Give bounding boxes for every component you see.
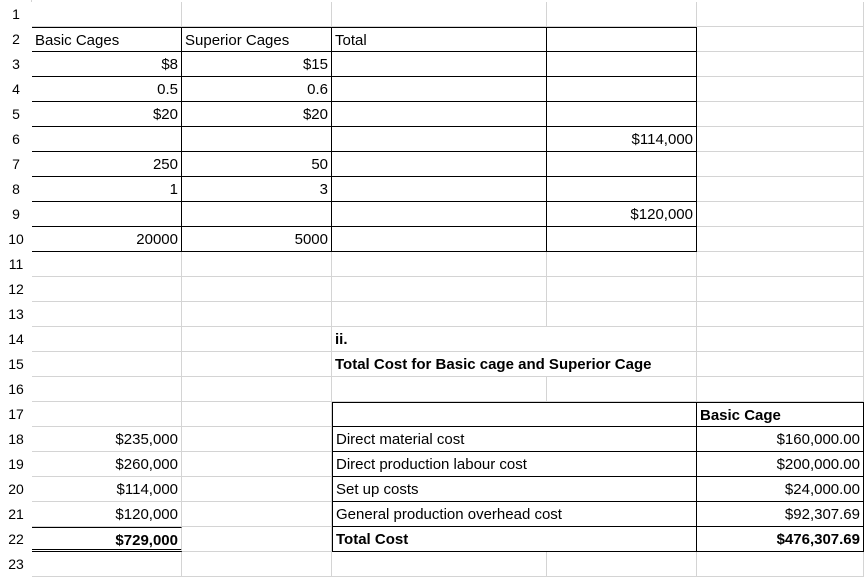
cell[interactable] [697,227,864,252]
cell[interactable] [32,202,182,227]
cell[interactable] [332,277,547,302]
cell[interactable] [697,202,864,227]
cell[interactable] [32,302,182,327]
cell[interactable] [32,252,182,277]
cell[interactable] [547,552,697,577]
value-cell[interactable]: 0.6 [182,77,332,102]
value-cell[interactable]: $120,000 [32,502,182,527]
cell[interactable] [697,552,864,577]
row-header[interactable]: 12 [0,277,32,302]
value-cell[interactable]: 1 [32,177,182,202]
value-cell[interactable]: $8 [32,52,182,77]
cell[interactable] [332,177,547,202]
cell[interactable] [332,127,547,152]
total-label[interactable]: Total Cost [332,527,697,552]
cell[interactable] [697,152,864,177]
row-header[interactable]: 4 [0,77,32,102]
cell[interactable] [697,77,864,102]
value-cell[interactable]: $15 [182,52,332,77]
value-cell[interactable]: 250 [32,152,182,177]
cell[interactable] [697,102,864,127]
cost-label[interactable]: Direct production labour cost [332,452,697,477]
cell[interactable] [697,177,864,202]
row-header[interactable]: 17 [0,402,32,427]
header-superior-cages[interactable]: Superior Cages [182,27,332,52]
value-cell[interactable]: $24,000.00 [697,477,864,502]
row-header[interactable]: 3 [0,52,32,77]
row-header[interactable]: 13 [0,302,32,327]
value-cell[interactable]: $20 [32,102,182,127]
header-total[interactable]: Total [332,27,547,52]
row-header[interactable]: 16 [0,377,32,402]
value-cell[interactable]: $20 [182,102,332,127]
cell[interactable] [547,52,697,77]
total-value[interactable]: $476,307.69 [697,527,864,552]
cell[interactable] [182,377,332,402]
cell[interactable] [547,77,697,102]
cell[interactable] [332,152,547,177]
row-header[interactable]: 18 [0,427,32,452]
value-cell[interactable]: $92,307.69 [697,502,864,527]
cell[interactable] [32,2,182,27]
cell[interactable] [547,252,697,277]
row-header[interactable]: 19 [0,452,32,477]
cell[interactable] [697,277,864,302]
cell[interactable] [547,102,697,127]
cell[interactable] [697,2,864,27]
cell[interactable] [332,252,547,277]
cell[interactable] [332,302,547,327]
row-header[interactable]: 23 [0,552,32,577]
cell[interactable] [547,177,697,202]
cell[interactable] [697,302,864,327]
cost-label[interactable]: Direct material cost [332,427,697,452]
section-label[interactable]: ii. [332,327,697,352]
cell[interactable] [32,352,182,377]
cell[interactable] [697,352,864,377]
cell[interactable] [182,402,332,427]
value-cell[interactable]: 50 [182,152,332,177]
cell[interactable] [547,302,697,327]
cell[interactable] [547,152,697,177]
row-header[interactable]: 8 [0,177,32,202]
cell[interactable] [182,252,332,277]
cell[interactable] [182,452,332,477]
cell[interactable] [332,52,547,77]
cell[interactable] [332,102,547,127]
cell[interactable] [332,2,547,27]
value-cell[interactable]: $260,000 [32,452,182,477]
value-cell[interactable]: 20000 [32,227,182,252]
cell[interactable] [697,52,864,77]
cell[interactable] [32,552,182,577]
cell[interactable] [697,327,864,352]
cell[interactable] [32,377,182,402]
cell[interactable] [547,27,697,52]
cell[interactable] [332,377,547,402]
cell[interactable] [332,227,547,252]
cell[interactable] [32,402,182,427]
cell[interactable] [182,502,332,527]
cell[interactable] [182,302,332,327]
value-cell[interactable]: 3 [182,177,332,202]
row-header[interactable]: 10 [0,227,32,252]
value-cell[interactable]: $160,000.00 [697,427,864,452]
cell[interactable] [182,552,332,577]
cell[interactable] [547,2,697,27]
cell[interactable] [182,427,332,452]
value-cell[interactable]: 5000 [182,227,332,252]
cell[interactable] [332,202,547,227]
cell[interactable] [182,352,332,377]
cost-label[interactable]: Set up costs [332,477,697,502]
value-cell[interactable]: $114,000 [32,477,182,502]
cell[interactable] [32,327,182,352]
row-header[interactable]: 21 [0,502,32,527]
cell[interactable] [697,377,864,402]
cell[interactable] [182,2,332,27]
total-value[interactable]: $729,000 [32,527,182,552]
row-header[interactable]: 7 [0,152,32,177]
value-cell[interactable]: $235,000 [32,427,182,452]
cell[interactable] [332,552,547,577]
cell[interactable] [32,127,182,152]
cell[interactable] [332,402,697,427]
cell[interactable] [547,277,697,302]
cost-label[interactable]: General production overhead cost [332,502,697,527]
row-header[interactable]: 9 [0,202,32,227]
value-cell[interactable]: 0.5 [32,77,182,102]
value-cell[interactable]: $114,000 [547,127,697,152]
cell[interactable] [547,227,697,252]
cell[interactable] [697,252,864,277]
cell[interactable] [182,277,332,302]
cell[interactable] [182,477,332,502]
row-header[interactable]: 6 [0,127,32,152]
cell[interactable] [332,77,547,102]
header-basic-cage[interactable]: Basic Cage [697,402,864,427]
cell[interactable] [547,377,697,402]
cell[interactable] [697,27,864,52]
cell[interactable] [32,277,182,302]
row-header[interactable]: 14 [0,327,32,352]
row-header[interactable]: 15 [0,352,32,377]
cell[interactable] [182,202,332,227]
cell[interactable] [182,127,332,152]
section-title[interactable]: Total Cost for Basic cage and Superior Cage [332,352,697,377]
row-header[interactable]: 2 [0,27,32,52]
value-cell[interactable]: $120,000 [547,202,697,227]
row-header[interactable]: 20 [0,477,32,502]
row-header[interactable]: 11 [0,252,32,277]
row-header[interactable]: 22 [0,527,32,552]
row-header[interactable]: 5 [0,102,32,127]
value-cell[interactable]: $200,000.00 [697,452,864,477]
cell[interactable] [182,327,332,352]
header-basic-cages[interactable]: Basic Cages [32,27,182,52]
row-header[interactable]: 1 [0,2,32,27]
cell[interactable] [697,127,864,152]
cell[interactable] [182,527,332,552]
